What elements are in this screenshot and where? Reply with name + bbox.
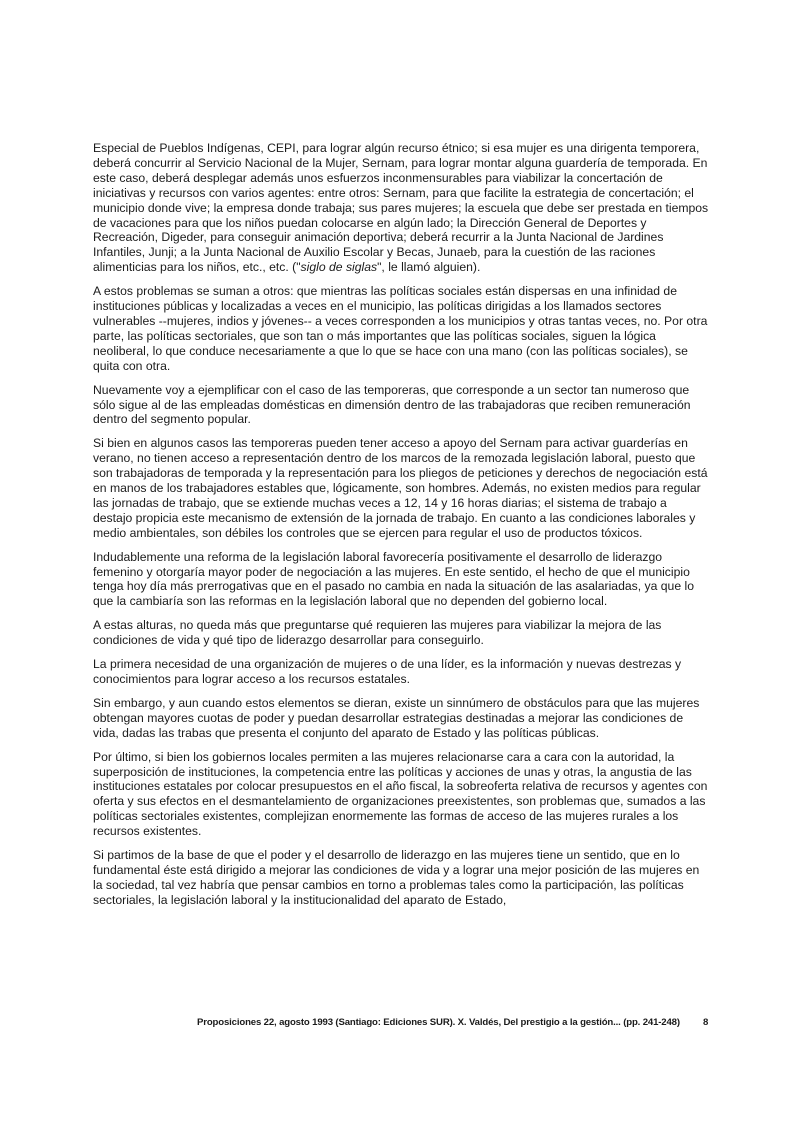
- paragraph-1-text: Especial de Pueblos Indígenas, CEPI, para lograr algún recurso étnico; si esa mujer es una dirigenta temporera, deberá concurrir al Servicio Nacional de la Mujer, Sernam, para lograr montar alguna guardería de temporada. En este caso, deberá desplegar además unos esfuerzos inconmensurables para viabilizar la concertación de iniciativas y recursos con varios agentes: entre otros: Sernam, para que facilite la estrategia de concertación; el municipio donde vive; la empresa donde trabaja; sus pares mujeres; la escuela que debe ser prestada en tiempos de vacaciones para que los niños puedan colocarse en algún lado; la Dirección General de Deportes y Recreación, Digeder, para conseguir animación deportiva; deberá recurrir a la Junta Nacional de Jardines Infantiles, Junji; a la Junta Nacional de Auxilio Escolar y Becas, Junaeb, para la cuestión de las raciones alimenticias para los niños, etc., etc. (": [93, 141, 709, 275]
- paragraph-1-text-end: ", le llamó alguien).: [377, 260, 481, 275]
- paragraph-5: Indudablemente una reforma de la legislación laboral favorecería positivamente el desarrollo de liderazgo femenino y otorgaría mayor poder de negociación a las mujeres. En este sentido, el hecho de que el municipio tenga hoy día más prerrogativas que en el pasado no cambia en nada la situación de las asalariadas, ya que lo que la cambiaría son las reformas en la legislación laboral que no dependen del gobierno local.: [93, 549, 694, 609]
- paragraph-2: A estos problemas se suman a otros: que mientras las políticas sociales están dispersas en una infinidad de instituciones públicas y localizadas a veces en el municipio, las políticas dirigidas a los llamados sectores vulnerables --mujeres, indios y jóvenes-- a veces corresponden a los municipios y otras tantas veces, no. Por otra parte, las políticas sectoriales, que son tan o más importantes que las políticas sociales, siguen la lógica neoliberal, lo que conduce necesariamente a que lo que se hace con una mano (con las políticas sociales), se quita con otra.: [93, 284, 708, 373]
- page-footer: [197, 1017, 717, 1028]
- footer-citation: Proposiciones 22, agosto 1993 (Santiago: Ediciones SUR). X. Valdés, Del prestigio a la gestión... (pp. 241-248): [197, 1017, 680, 1028]
- page-number: 8: [703, 1017, 709, 1028]
- paragraph-4: Si bien en algunos casos las temporeras pueden tener acceso a apoyo del Sernam para activar guarderías en verano, no tienen acceso a representación dentro de los marcos de la remozada legislación laboral, puesto que son trabajadoras de temporada y la representación para los pliegos de peticiones y derechos de negociación está en manos de los trabajadores estables que, lógicamente, son hombres. Además, no existen medios para regular las jornadas de trabajo, que se extiende muchas veces a 12, 14 y 16 horas diarias; el sistema de trabajo a destajo propicia este mecanismo de extensión de la jornada de trabajo. En cuanto a las condiciones laborales y medio ambientales, son débiles los controles que se ejercen para regular el uso de productos tóxicos.: [93, 436, 708, 540]
- paragraph-3: Nuevamente voy a ejemplificar con el caso de las temporeras, que corresponde a un sector tan numeroso que sólo sigue al de las empleadas domésticas en dimensión dentro de las trabajadoras que reciben remuneración dentro del segmento popular.: [93, 382, 691, 427]
- paragraph-1-italic-phrase: siglo de siglas: [300, 260, 378, 275]
- paragraph-9: Por último, si bien los gobiernos locales permiten a las mujeres relacionarse cara a cara con la autoridad, la superposición de instituciones, la competencia entre las políticas y acciones de unas y otras, la angustia de las instituciones estatales por colocar presupuestos en el año fiscal, la sobreoferta relativa de recursos y agentes con oferta y sus efectos en el desmantelamiento de organizaciones preexistentes, son problemas que, sumados a las políticas sectoriales existentes, complejizan enormemente las formas de acceso de las mujeres rurales a los recursos existentes.: [93, 749, 708, 839]
- paragraph-7: La primera necesidad de una organización de mujeres o de una líder, es la información y nuevas destrezas y conocimientos para lograr acceso a los recursos estatales.: [93, 657, 682, 686]
- body-text: [93, 141, 709, 917]
- paragraph-1: [93, 141, 709, 275]
- paragraph-8: Sin embargo, y aun cuando estos elementos se dieran, existe un sinnúmero de obstáculos para que las mujeres obtengan mayores cuotas de poder y puedan desarrollar estrategias destinadas a mejorar las condiciones de vida, dadas las trabas que presenta el conjunto del aparato de Estado y las políticas públicas.: [93, 695, 700, 740]
- paragraph-6: A estas alturas, no queda más que preguntarse qué requieren las mujeres para viabilizar la mejora de las condiciones de vida y qué tipo de liderazgo desarrollar para conseguirlo.: [93, 618, 662, 648]
- paragraph-10: Si partimos de la base de que el poder y el desarrollo de liderazgo en las mujeres tiene un sentido, que en lo fundamental éste está dirigido a mejorar las condiciones de vida y a lograr una mejor posición de las mujeres en la sociedad, tal vez habría que pensar cambios en torno a problemas tales como la participación, las políticas sectoriales, la legislación laboral y la institucionalidad del aparato de Estado,: [93, 848, 700, 907]
